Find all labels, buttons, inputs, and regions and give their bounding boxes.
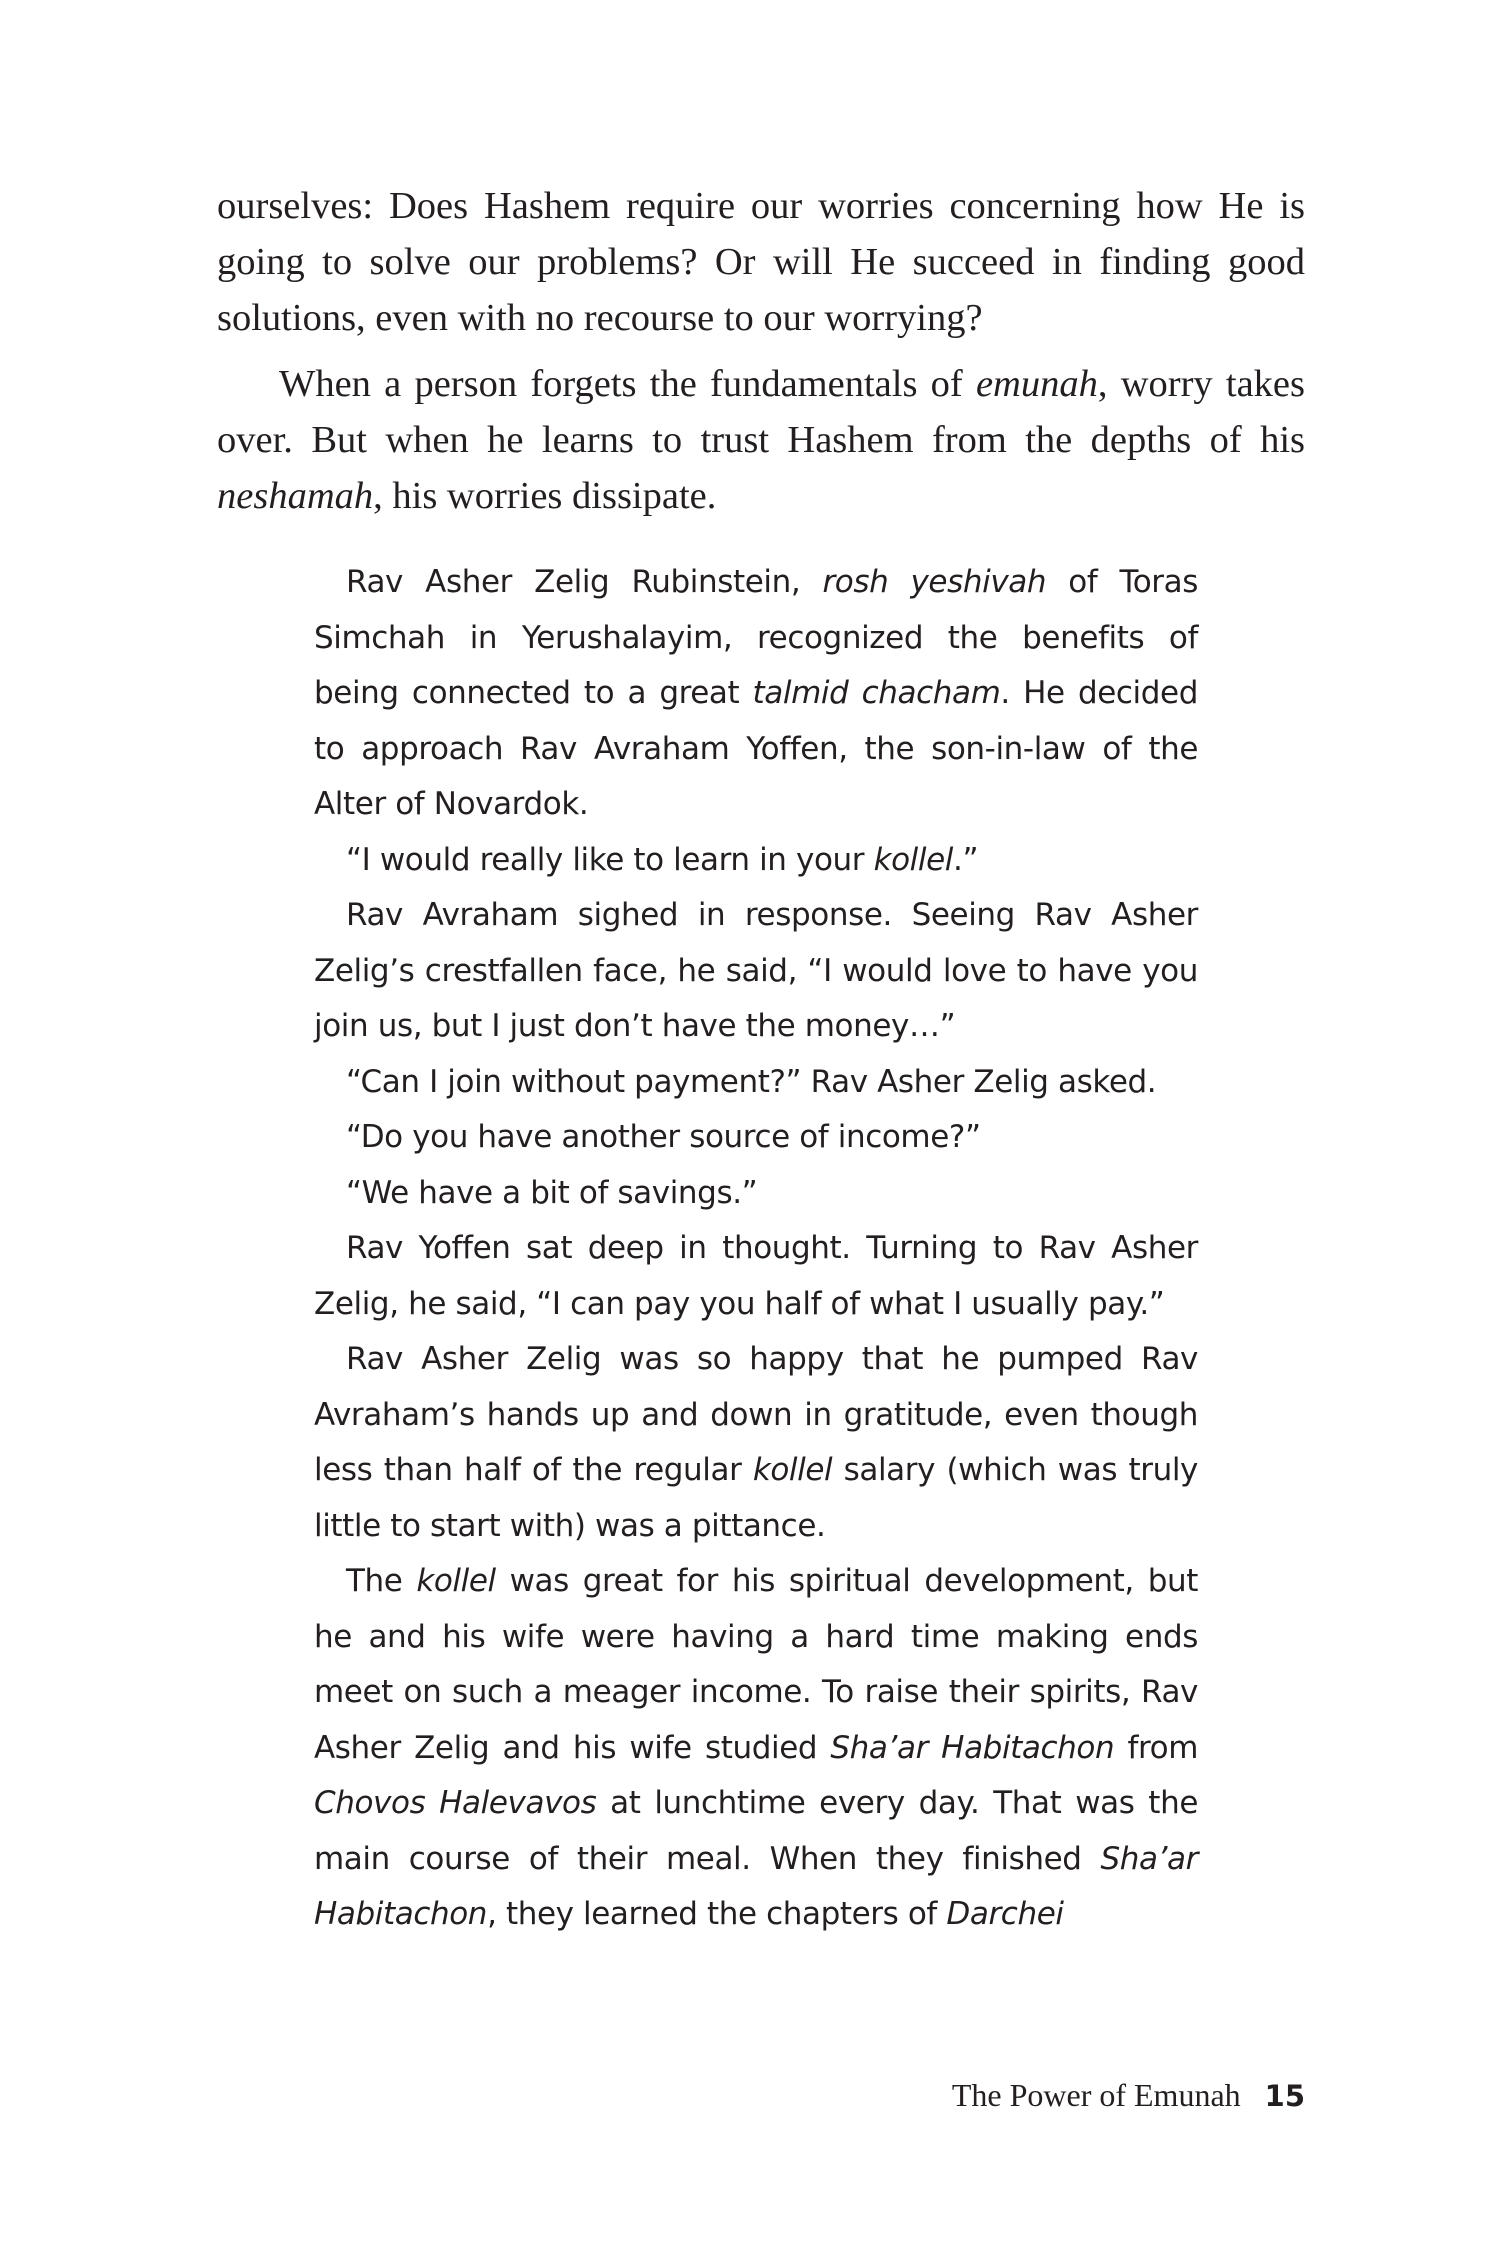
text-run: Rav Avraham sighed in response. Seeing Rav Asher Zelig’s crestfallen face, he said, “I would love to have you join us, but I just don’t have the money…” bbox=[314, 897, 1198, 1044]
italic-term: neshamah bbox=[217, 475, 374, 517]
italic-term: kollel bbox=[752, 1452, 833, 1488]
page-number: 15 bbox=[1264, 2079, 1305, 2113]
text-run: When a person forgets the fundamentals of bbox=[279, 363, 976, 405]
text-run: . He decided to approach Rav Avraham Yoffen, the son-in-law of the Alter of Novardok. bbox=[314, 675, 1198, 822]
text-run: from bbox=[1114, 1729, 1199, 1766]
text-run: , they learned the chapters of bbox=[487, 1896, 947, 1932]
text-run: at lunchtime every day. That was the main course of their meal. When they finished bbox=[314, 1785, 1198, 1877]
story-paragraph-8 bbox=[314, 1332, 1198, 1554]
story-paragraph-3 bbox=[314, 888, 1198, 1055]
running-title: The Power of Emunah bbox=[951, 2077, 1241, 2113]
text-run: was great for his spiritual development, but he and his wife were having a hard time making ends meet on such a meager income. To raise their spirits, Rav Asher Zelig and his wife studied bbox=[314, 1563, 1198, 1766]
text-run: “Can I join without payment?” Rav Asher Zelig asked. bbox=[346, 1063, 1157, 1100]
text-run: .” bbox=[953, 841, 979, 878]
text-run: Rav Asher Zelig was so happy that he pumped Rav Avraham’s hands up and down in gratitude, even though less than half of the regular bbox=[314, 1341, 1198, 1488]
text-run: salary (which was truly little to start with) was a pittance. bbox=[314, 1452, 1198, 1544]
main-paragraph-1 bbox=[217, 178, 1305, 346]
page-footer bbox=[952, 2075, 1305, 2116]
story-paragraph-9 bbox=[314, 1554, 1198, 1943]
text-run: The bbox=[346, 1563, 417, 1599]
story-paragraph-4 bbox=[314, 1055, 1198, 1111]
text-run: Rav Yoffen sat deep in thought. Turning to Rav Asher Zelig, he said, “I can pay you half of what I usually pay.” bbox=[314, 1230, 1198, 1322]
story-block bbox=[314, 555, 1198, 1943]
text-run: Rav Asher Zelig Rubinstein, bbox=[346, 564, 823, 600]
italic-term: rosh yeshivah bbox=[822, 564, 1047, 600]
text-run: “We have a bit of savings.” bbox=[346, 1174, 758, 1211]
text-run: “Do you have another source of income?” bbox=[346, 1119, 981, 1155]
italic-term: kollel bbox=[873, 841, 953, 878]
text-run: , his worries dissipate. bbox=[373, 475, 717, 517]
text-run: “I would really like to learn in your bbox=[346, 841, 874, 878]
main-body-text bbox=[217, 178, 1305, 534]
text-run: ourselves: Does Hashem require our worries concerning how He is going to solve our problems? Or will He succeed in finding good solutions, even with no recourse to our worrying? bbox=[217, 185, 1305, 339]
italic-term: Darchei bbox=[946, 1896, 1064, 1932]
text-run: of Toras Simchah in Yerushalayim, recognized the benefits of being connected to a great bbox=[314, 564, 1198, 711]
text-run: , worry takes over. But when he learns to trust Hashem from the depths of his bbox=[217, 363, 1305, 461]
italic-term: emunah bbox=[975, 363, 1098, 405]
italic-term: Sha’ar Habitachon bbox=[830, 1729, 1115, 1766]
italic-term: kollel bbox=[416, 1563, 496, 1599]
italic-term: Chovos Halevavos bbox=[314, 1785, 597, 1821]
italic-term: talmid chacham bbox=[752, 675, 1001, 711]
story-paragraph-1 bbox=[314, 555, 1198, 833]
story-paragraph-7 bbox=[314, 1221, 1198, 1332]
italic-term: Sha’ar Habitachon bbox=[314, 1840, 1198, 1932]
story-paragraph-2 bbox=[314, 833, 1198, 889]
story-paragraph-5 bbox=[314, 1110, 1198, 1166]
story-paragraph-6 bbox=[314, 1166, 1198, 1222]
main-paragraph-2 bbox=[217, 356, 1305, 524]
